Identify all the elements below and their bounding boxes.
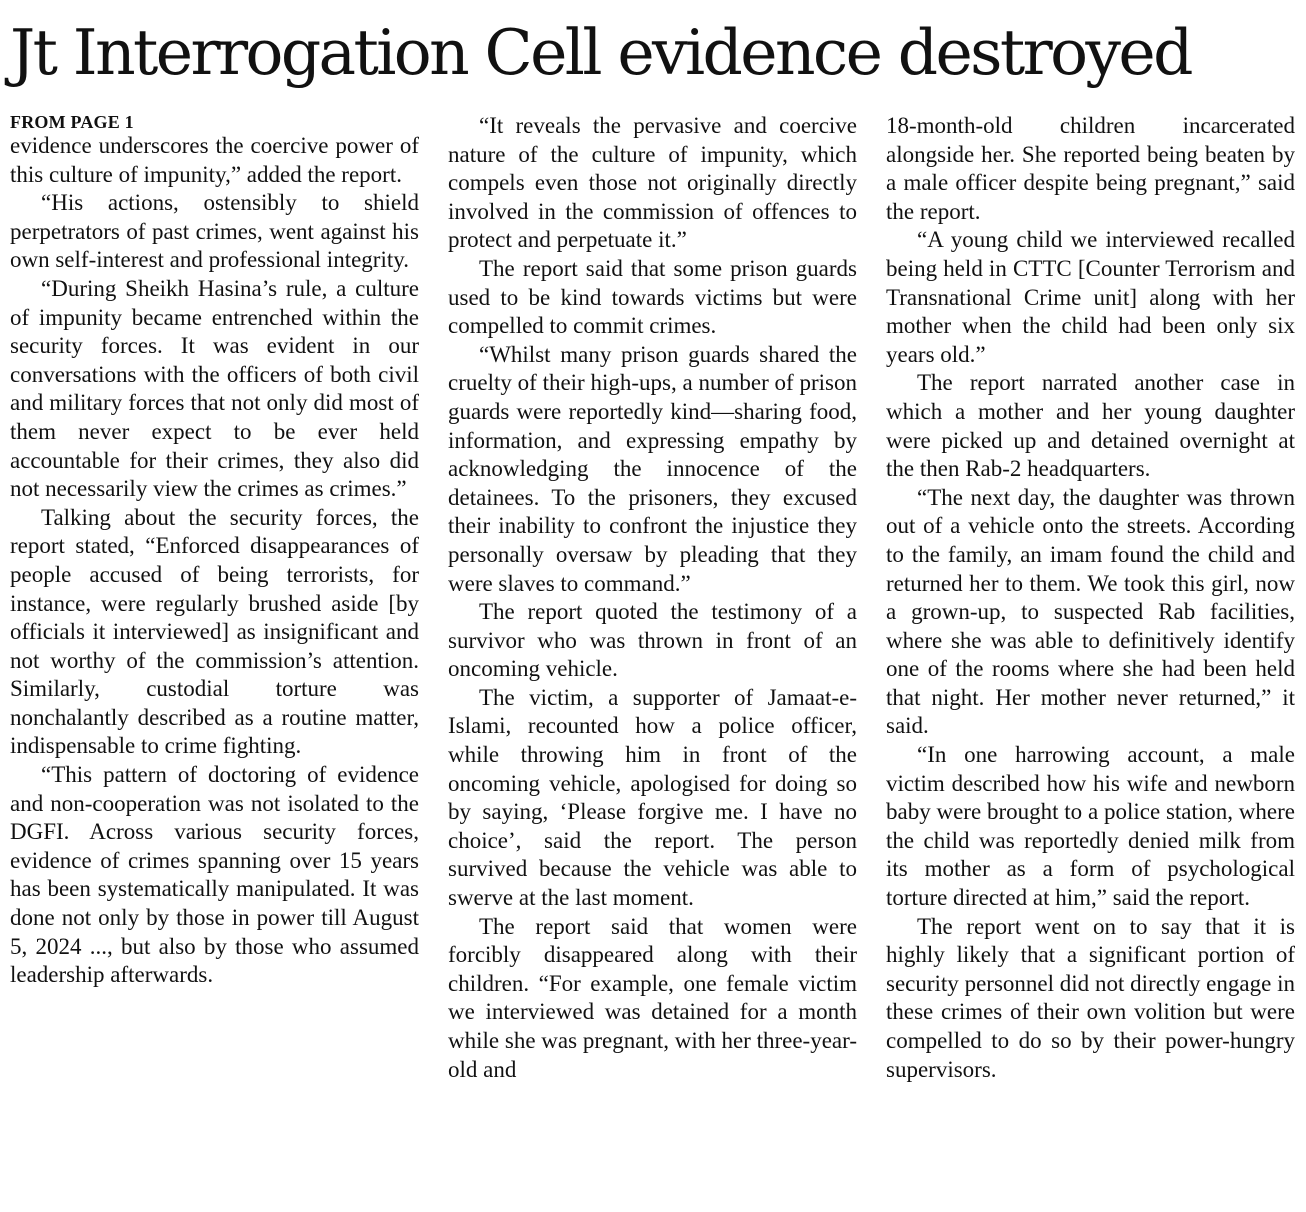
paragraph: The victim, a supporter of Jamaat-e-Islami, recounted how a police officer, while throwing him in front of the oncoming vehicle, apologised for doing so by saying, ‘Please forgive me. I have no choice’, said the report. The person survived because the vehicle was able to swerve at the last moment. <box>448 684 857 911</box>
paragraph: The report said that some prison guards used to be kind towards victims but were compelled to commit crimes. <box>448 255 857 339</box>
article-column-2 <box>448 112 857 1202</box>
paragraph: “Whilst many prison guards shared the cruelty of their high-ups, a number of prison guards were reportedly kind—sharing food, information, and expressing empathy by acknowledging the innocence of the detainees. To the prisoners, they excused their inability to confront the injustice they personally oversaw by pleading that they were slaves to command.” <box>448 341 857 596</box>
paragraph: “It reveals the pervasive and coercive nature of the culture of impunity, which compels even those not originally directly involved in the commission of offences to protect and perpetuate it.” <box>448 113 857 253</box>
headline: Jt Interrogation Cell evidence destroyed <box>10 16 1191 89</box>
paragraph: The report said that women were forcibly disappeared along with their children. “For example, one female victim we interviewed was detained for a month while she was pregnant, with her three-year-old and <box>448 913 857 1082</box>
paragraph: evidence underscores the coercive power of this culture of impunity,” added the report. <box>10 133 419 187</box>
paragraph: “In one harrowing account, a male victim described how his wife and newborn baby were brought to a police station, where the child was reportedly denied milk from its mother as a form of psychological torture directed at him,” said the report. <box>886 742 1295 911</box>
paragraph: “His actions, ostensibly to shield perpetrators of past crimes, went against his own self-interest and professional integrity. <box>10 190 419 273</box>
article-column-1 <box>10 112 419 1202</box>
paragraph: “The next day, the daughter was thrown out of a vehicle onto the streets. According to the family, an imam found the child and returned her to them. We took this girl, now a grown-up, to suspected Rab facilities, where she was able to definitively identify one of the rooms where she had been held that night. Her mother never returned,” it said. <box>886 484 1295 739</box>
paragraph: 18-month-old children incarcerated alongside her. She reported being beaten by a male officer despite being pregnant,” said the report. <box>886 113 1295 224</box>
article-column-3 <box>886 112 1295 1202</box>
paragraph: The report narrated another case in which a mother and her young daughter were picked up and detained overnight at the then Rab-2 headquarters. <box>886 370 1295 482</box>
paragraph: Talking about the security forces, the report stated, “Enforced disappearances of people accused of being terrorists, for instance, were regularly brushed aside [by officials it interviewed] as insignificant and not worthy of the commission’s attention. Similarly, custodial torture was nonchalantly described as a routine matter, indispensable to crime fighting. <box>10 504 419 759</box>
paragraph: “During Sheikh Hasina’s rule, a culture of impunity became entrenched within the security forces. It was evident in our conversations with the officers of both civil and military forces that not only did most of them never expect to be ever held accountable for their crimes, they also did not necessarily view the crimes as crimes.” <box>10 275 419 502</box>
paragraph: The report quoted the testimony of a survivor who was thrown in front of an oncoming vehicle. <box>448 599 857 682</box>
continuation-kicker: FROM PAGE 1 <box>10 112 134 132</box>
paragraph: “This pattern of doctoring of evidence and non-cooperation was not isolated to the DGFI. Across various security forces, evidence of crimes spanning over 15 years has been systematically manipulated. It was done not only by those in power till August 5, 2024 ..., but also by those who assumed leadership afterwards. <box>10 762 419 988</box>
paragraph: “A young child we interviewed recalled being held in CTTC [Counter Terrorism and Transnational Crime unit] along with her mother when the child had been only six years old.” <box>886 227 1295 367</box>
paragraph: The report went on to say that it is highly likely that a significant portion of security personnel did not directly engage in these crimes of their own volition but were compelled to do so by their power-hungry supervisors. <box>886 913 1295 1082</box>
